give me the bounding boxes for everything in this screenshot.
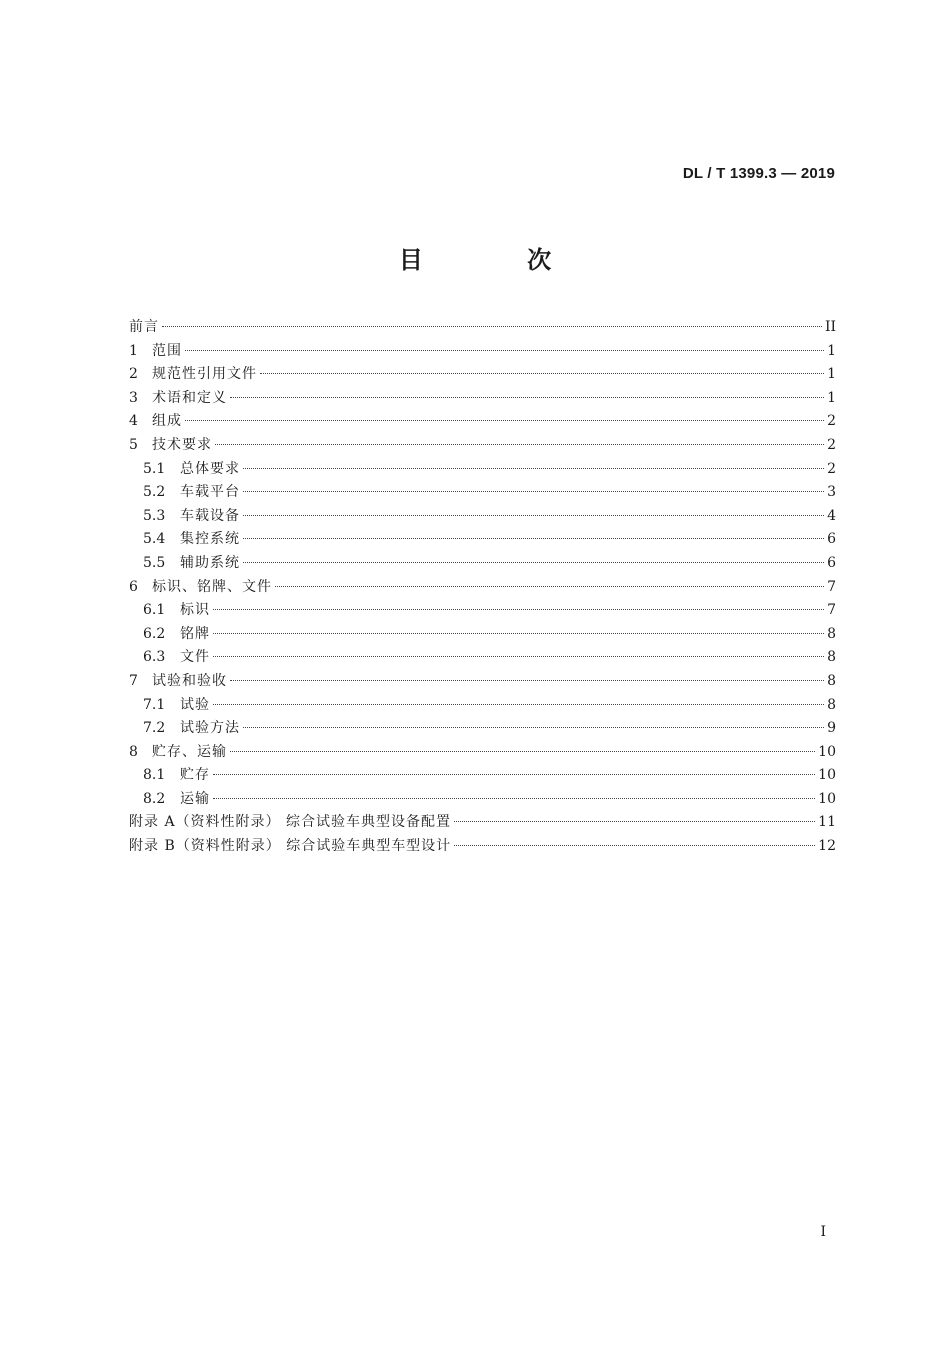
toc-entry[interactable] <box>129 670 836 694</box>
toc-entry-page: 8 <box>827 649 836 666</box>
toc-entry-number: 1 <box>129 342 138 359</box>
toc-entry-number: 6.1 <box>143 602 166 619</box>
toc-entry-number: 5.3 <box>143 507 166 524</box>
toc-entry-page: 10 <box>818 790 836 807</box>
toc-entry[interactable] <box>129 340 836 364</box>
toc-dot-leader <box>243 467 824 469</box>
toc-entry-label: 标识 <box>180 602 210 619</box>
toc-entry[interactable] <box>129 316 836 340</box>
toc-entry-number: 8.1 <box>143 767 166 784</box>
toc-entry-page: 2 <box>827 413 836 430</box>
toc-entry-label: 集控系统 <box>180 531 240 548</box>
toc-entry-page: 7 <box>827 578 836 595</box>
toc-entry-page: 9 <box>827 720 836 737</box>
toc-entry-label: 范围 <box>152 342 182 359</box>
toc-entry-page: 3 <box>827 484 836 501</box>
toc-entry-label: 标识、铭牌、文件 <box>152 578 272 595</box>
toc-dot-leader <box>230 750 815 752</box>
toc-dot-leader <box>243 561 824 563</box>
toc-entry-page: 11 <box>818 814 836 831</box>
toc-dot-leader <box>454 820 815 822</box>
table-of-contents <box>129 316 836 859</box>
toc-dot-leader <box>213 655 824 657</box>
toc-entry-label: 技术要求 <box>152 436 212 453</box>
toc-dot-leader <box>243 490 824 492</box>
toc-dot-leader <box>213 608 824 610</box>
toc-dot-leader <box>230 679 824 681</box>
toc-entry-label: 术语和定义 <box>152 389 227 406</box>
toc-entry-label: 辅助系统 <box>180 554 240 571</box>
toc-entry-label: 附录 B（资料性附录） 综合试验车典型车型设计 <box>129 838 452 855</box>
toc-entry[interactable] <box>129 410 836 434</box>
toc-entry[interactable] <box>129 528 836 552</box>
toc-entry-page: 10 <box>818 767 836 784</box>
toc-entry-label: 文件 <box>180 649 210 666</box>
toc-entry-page: 8 <box>827 672 836 689</box>
toc-entry-number: 5.2 <box>143 484 166 501</box>
toc-entry-number: 6 <box>129 578 138 595</box>
toc-entry-number: 5 <box>129 436 138 453</box>
toc-entry[interactable] <box>129 552 836 576</box>
toc-entry-page: 1 <box>827 366 836 383</box>
toc-dot-leader <box>275 585 824 587</box>
toc-entry-label: 运输 <box>180 790 210 807</box>
toc-entry-number: 5.1 <box>143 460 166 477</box>
toc-dot-leader <box>230 396 824 398</box>
toc-entry-number: 4 <box>129 413 138 430</box>
toc-dot-leader <box>215 443 824 445</box>
toc-title: 目 次 <box>398 246 600 274</box>
toc-entry-number: 7 <box>129 672 138 689</box>
toc-dot-leader <box>260 372 824 374</box>
toc-entry-page: 7 <box>827 602 836 619</box>
toc-entry[interactable] <box>129 811 836 835</box>
toc-entry[interactable] <box>129 505 836 529</box>
toc-entry-page: 12 <box>818 838 836 855</box>
toc-dot-leader <box>185 419 824 421</box>
toc-entry-page: 1 <box>827 342 836 359</box>
toc-entry-number: 6.3 <box>143 649 166 666</box>
toc-entry-number: 5.5 <box>143 554 166 571</box>
toc-entry-number: 6.2 <box>143 625 166 642</box>
toc-entry-number: 8.2 <box>143 790 166 807</box>
toc-dot-leader <box>213 632 824 634</box>
toc-entry-label: 车载设备 <box>180 507 240 524</box>
toc-entry[interactable] <box>129 646 836 670</box>
toc-entry-label: 铭牌 <box>180 625 210 642</box>
toc-dot-leader <box>213 773 815 775</box>
page-number: I <box>820 1224 826 1240</box>
toc-entry-number: 2 <box>129 366 138 383</box>
toc-entry-label: 总体要求 <box>180 460 240 477</box>
standard-code: DL / T 1399.3 — 2019 <box>682 165 835 182</box>
toc-dot-leader <box>162 325 822 327</box>
toc-entry[interactable] <box>129 717 836 741</box>
toc-entry-label: 试验 <box>180 696 210 713</box>
toc-dot-leader <box>213 703 824 705</box>
toc-entry-page: 10 <box>818 743 836 760</box>
toc-entry[interactable] <box>129 599 836 623</box>
toc-dot-leader <box>454 844 815 846</box>
toc-entry[interactable] <box>129 434 836 458</box>
toc-entry[interactable] <box>129 741 836 765</box>
toc-entry[interactable] <box>129 764 836 788</box>
toc-entry-label: 附录 A（资料性附录） 综合试验车典型设备配置 <box>129 814 452 831</box>
toc-entry[interactable] <box>129 363 836 387</box>
toc-entry[interactable] <box>129 458 836 482</box>
toc-entry-page: 2 <box>827 460 836 477</box>
toc-entry-page: 4 <box>827 507 836 524</box>
toc-entry-page: II <box>824 319 836 335</box>
toc-entry-label: 贮存、运输 <box>152 743 227 760</box>
toc-entry-page: 2 <box>827 436 836 453</box>
toc-entry[interactable] <box>129 387 836 411</box>
toc-entry[interactable] <box>129 576 836 600</box>
toc-entry-label: 车载平台 <box>180 484 240 501</box>
toc-entry-page: 6 <box>827 531 836 548</box>
toc-dot-leader <box>243 514 824 516</box>
toc-entry-number: 3 <box>129 389 138 406</box>
toc-entry-label: 贮存 <box>180 767 210 784</box>
toc-entry-label: 试验和验收 <box>152 672 227 689</box>
toc-dot-leader <box>185 349 824 351</box>
toc-dot-leader <box>213 797 815 799</box>
toc-entry-label: 组成 <box>152 413 182 430</box>
toc-dot-leader <box>243 537 824 539</box>
toc-entry[interactable] <box>129 835 836 859</box>
toc-entry-number: 5.4 <box>143 531 166 548</box>
toc-entry-page: 6 <box>827 554 836 571</box>
toc-entry-number: 7.1 <box>143 696 166 713</box>
toc-entry-label: 规范性引用文件 <box>152 366 257 383</box>
toc-dot-leader <box>243 726 824 728</box>
toc-entry[interactable] <box>129 694 836 718</box>
toc-entry[interactable] <box>129 623 836 647</box>
toc-entry-label: 试验方法 <box>180 720 240 737</box>
toc-entry-page: 1 <box>827 389 836 406</box>
toc-entry-label: 前言 <box>129 319 159 335</box>
toc-entry-number: 8 <box>129 743 138 760</box>
toc-entry-page: 8 <box>827 625 836 642</box>
toc-entry-number: 7.2 <box>143 720 166 737</box>
toc-entry[interactable] <box>129 788 836 812</box>
toc-entry-page: 8 <box>827 696 836 713</box>
toc-entry[interactable] <box>129 481 836 505</box>
